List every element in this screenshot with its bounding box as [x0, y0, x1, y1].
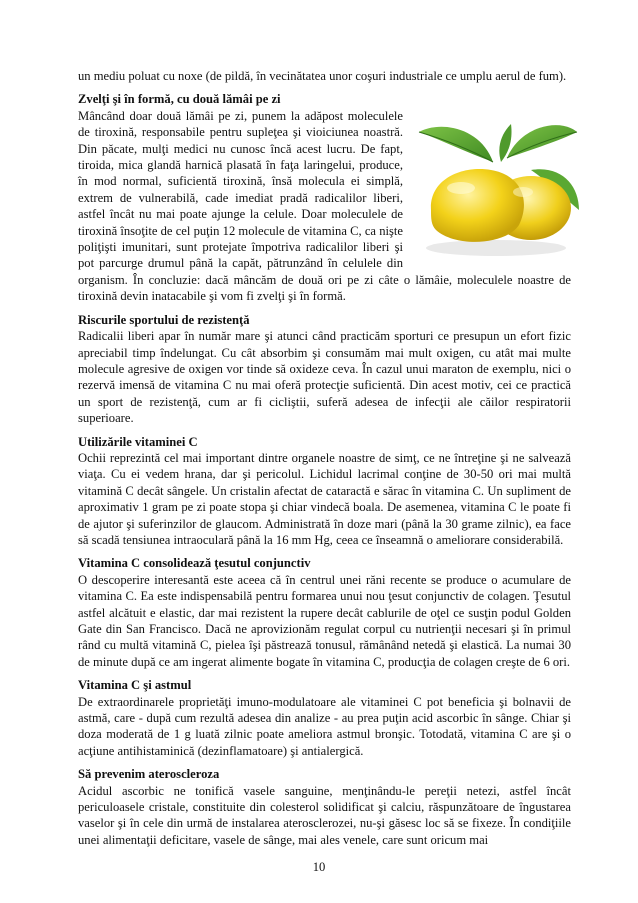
section-asthma [78, 677, 571, 759]
section-atherosclerosis [78, 766, 571, 848]
intro-paragraph: un mediu poluat cu noxe (de pildă, în vecinătatea unor coşuri industriale ce umplu aerul de fum). [78, 69, 567, 83]
section-sport [78, 312, 571, 427]
lemons-icon [411, 110, 581, 260]
section-heading: Vitamina C şi astmul [78, 678, 192, 693]
section-body: Acidul ascorbic ne tonifică vasele sanguine, menţinându-le pereţii netezi, astfel încât periculoasele cristale, constituite din colesterol solidificat şi calciu, răspunzătoare de îngustarea vaselor şi în cele din urmă de instalarea aterosclerozei, nu-şi găsesc loc să se fixeze. În condiţiile unei alimentaţii deficitare, vasele de sânge, mai ales venele, care sunt oricum mai [78, 783, 571, 847]
section-body: O descoperire interesantă este aceea că în centrul unei răni recente se produce o acumulare de vitamina C. Ea este indispensabilă pentru formarea unui nou ţesut conjunctiv de colagen. Ţesutul astfel alcătuit e elastic, dar mai rezistent la rupere decât cablurile de oţel ce susţin podul Golden Gate din San Francisco. Dacă ne aprovizionăm regulat corpul cu nutrienţii necesari şi în primul rând cu multă vitamină C, pielea îşi păstrează tonusul, rămânând netedă şi elastică. La numai 30 de minute după ce am ingerat alimente bogate în vitamina C, producţia de colagen creşte de 6 ori. [78, 572, 571, 669]
section-body: Ochii reprezintă cel mai important dintre organele noastre de simţ, ce ne întreţine şi ne salvează viaţa. Cu ei vedem hrana, dar şi pericolul. Lichidul lacrimal conţine de 30-50 ori mai multă vitamină C decât sângele. Un cristalin afectat de cataractă e sărac în vitamina C. Un supliment de aproximativ 1 gram pe zi poate stopa şi chiar vindecă boala. De asemenea, vitamina C le poate fi de ajutor şi suferinzilor de glaucom. Administrată în doze mari (până la 30 grame zilnic), ea face să scadă tensiunea intraoculară până la 16 mm Hg, ceea ce înseamnă o ameliorare considerabilă. [78, 450, 571, 547]
section-body: De extraordinarele proprietăţi imuno-modulatoare ale vitaminei C pot beneficia şi bolnavii de astmă, care - după cum rezultă adesea din analize - au prea puţin acid ascorbic în sânge. Chiar şi doza moderată de 1 g luată zilnic poate ameliora astmul bronşic. Totodată, vitamina C are şi o acţiune antihistaminică (dezinflamatoare) şi antialergică. [78, 694, 571, 758]
section-heading: Să prevenim ateroscleroza [78, 767, 220, 782]
section-uses [78, 434, 571, 549]
section-heading: Riscurile sportului de rezistenţă [78, 312, 250, 327]
section-lemons [78, 91, 571, 304]
section-connective-tissue [78, 555, 571, 670]
section-heading: Vitamina C consolidează ţesutul conjunctiv [78, 556, 311, 571]
page-number: 10 [312, 860, 326, 874]
section-body: Mâncând doar două lămâi pe zi, punem la adăpost moleculele de tiroxină, responsabile pentru supleţea şi vioiciunea noastră. Din păcate, mulţi medici nu cunosc încă acest lucru. De fapt, tiroida, mica glandă harnică plasată în faţa laringelui, produce, în mod normal, suficientă tiroxină, însă molecula ei simplă, extrem de vulnerabilă, cade imediat pradă radicalilor liberi, astfel încât nu mai poate ajunge la celule. Doar moleculele de tiroxină însoţite de cel puţin 12 molecule de vitamina C, ca nişte poliţişti imunitari, sunt protejate împotriva radicalilor liberi şi pot parcurge drumul până la capăt, pătrunzând în celulele din organism. În concluzie: dacă mâncăm de două ori pe zi câte o lămâie, moleculele noastre de tiroxină devin inatacabile şi vom fi zvelţi şi în formă. [78, 108, 571, 304]
section-body: Radicalii liberi apar în număr mare şi atunci când practicăm sporturi ce presupun un efort fizic apreciabil timp îndelungat. Cu cât absorbim şi consumăm mai mult oxigen, cu atât mai multe molecule agresive de oxigen vor tinde să oxideze ceva. În cazul unui maraton de exemplu, nici o rezervă imensă de vitamina C nu mai oferă protecţie suficientă. Din acest motiv, cei ce practică un sport de rezistenţă, cum ar fi cicliştii, suferă adesea de infecţii ale căilor respiratorii superioare. [78, 329, 571, 426]
section-heading: Utilizările vitaminei C [78, 434, 198, 449]
document-page [78, 68, 571, 848]
section-heading: Zvelţi şi în formă, cu două lămâi pe zi [78, 92, 281, 107]
